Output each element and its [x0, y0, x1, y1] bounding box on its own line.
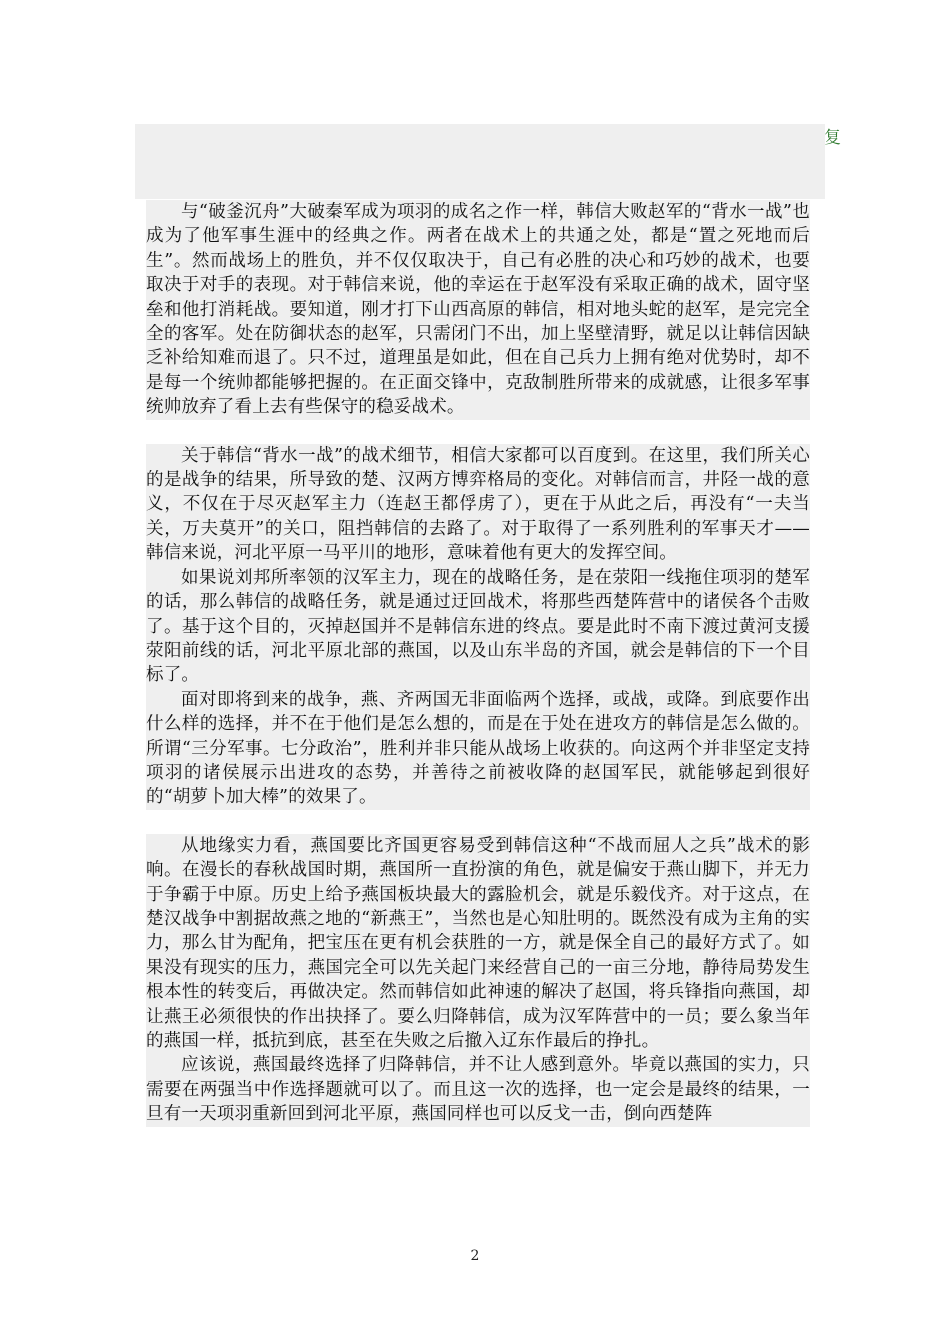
paragraph: 从地缘实力看，燕国要比齐国更容易受到韩信这种“不战而屈人之兵”战术的影响。在漫长的春秋战国时期，燕国所一直扮演的角色，就是偏安于燕山脚下，并无力于争霸于中原。历史上给予燕国板块最大的露脸机会，就是乐毅伐齐。对于这点，在楚汉战争中割据故燕之地的“新燕王”，当然也是心知肚明的。既然没有成为主角的实力，那么甘为配角，把宝压在更有机会获胜的一方，就是保全自己的最好方式了。如果没有现实的压力，燕国完全可以先关起门来经营自己的一亩三分地，静待局势发生根本性的转变后，再做决定。然而韩信如此神速的解决了赵国，将兵锋指向燕国，却让燕王必须很快的作出抉择了。要么归降韩信，成为汉军阵营中的一员；要么象当年的燕国一样，抵抗到底，甚至在失败之后撤入辽东作最后的挣扎。: [146, 835, 810, 1051]
block-gap: [146, 810, 810, 834]
page-number: 2: [470, 1248, 480, 1264]
paragraph: 面对即将到来的战争，燕、齐两国无非面临两个选择，或战，或降。到底要作出什么样的选择，并不在于他们是怎么想的，而是在于处在进攻方的韩信是怎么做的。所谓“三分军事。七分政治”，胜利并非只能从战场上收获的。向这两个并非坚定支持项羽的诸侯展示出进攻的态势，并善待之前被收降的赵国军民，就能够起到很好的“胡萝卜加大棒”的效果了。: [146, 689, 810, 808]
text-block-2: [146, 444, 810, 810]
corner-mark: 复: [824, 128, 841, 148]
text-block-3: [146, 834, 810, 1127]
paragraph: 应该说，燕国最终选择了归降韩信，并不让人感到意外。毕竟以燕国的实力，只需要在两强当中作选择题就可以了。而且这一次的选择，也一定会是最终的结果，一旦有一天项羽重新回到河北平原，燕国同样也可以反戈一击，倒向西楚阵: [146, 1055, 810, 1125]
document-body: [146, 200, 810, 1127]
paragraph: 如果说刘邦所率领的汉军主力，现在的战略任务，是在荥阳一线拖住项羽的楚军的话，那么韩信的战略任务，就是通过迂回战术，将那些西楚阵营中的诸侯各个击败了。基于这个目的，灭掉赵国并不是韩信东进的终点。要是此时不南下渡过黄河支援荥阳前线的话，河北平原北部的燕国，以及山东半岛的齐国，就会是韩信的下一个目标了。: [146, 567, 810, 686]
text-block-1: [146, 200, 810, 420]
paragraph: 与“破釜沉舟”大破秦军成为项羽的成名之作一样，韩信大败赵军的“背水一战”也成为了他军事生涯中的经典之作。两者在战术上的共通之处，都是“置之死地而后生”。然而战场上的胜负，并不仅仅取决于，自己有必胜的决心和巧妙的战术，也要取决于对手的表现。对于韩信来说，他的幸运在于赵军没有采取正确的战术，固守坚垒和他打消耗战。要知道，刚才打下山西高原的韩信，相对地头蛇的赵军，是完完全全的客军。处在防御状态的赵军，只需闭门不出，加上坚壁清野，就足以让韩信因缺乏补给知难而退了。只不过，道理虽是如此，但在自己兵力上拥有绝对优势时，却不是每一个统帅都能够把握的。在正面交锋中，克敌制胜所带来的成就感，让很多军事统帅放弃了看上去有些保守的稳妥战术。: [146, 202, 810, 418]
block-gap: [146, 420, 810, 444]
header-band: [135, 124, 825, 199]
paragraph: 关于韩信“背水一战”的战术细节，相信大家都可以百度到。在这里，我们所关心的是战争的结果，所导致的楚、汉两方博弈格局的变化。对韩信而言，井陉一战的意义，不仅在于尽灭赵军主力（连赵王都俘虏了），更在于从此之后，再没有“一夫当关，万夫莫开”的关口，阻挡韩信的去路了。对于取得了一系列胜利的军事天才——韩信来说，河北平原一马平川的地形，意味着他有更大的发挥空间。: [146, 445, 810, 564]
